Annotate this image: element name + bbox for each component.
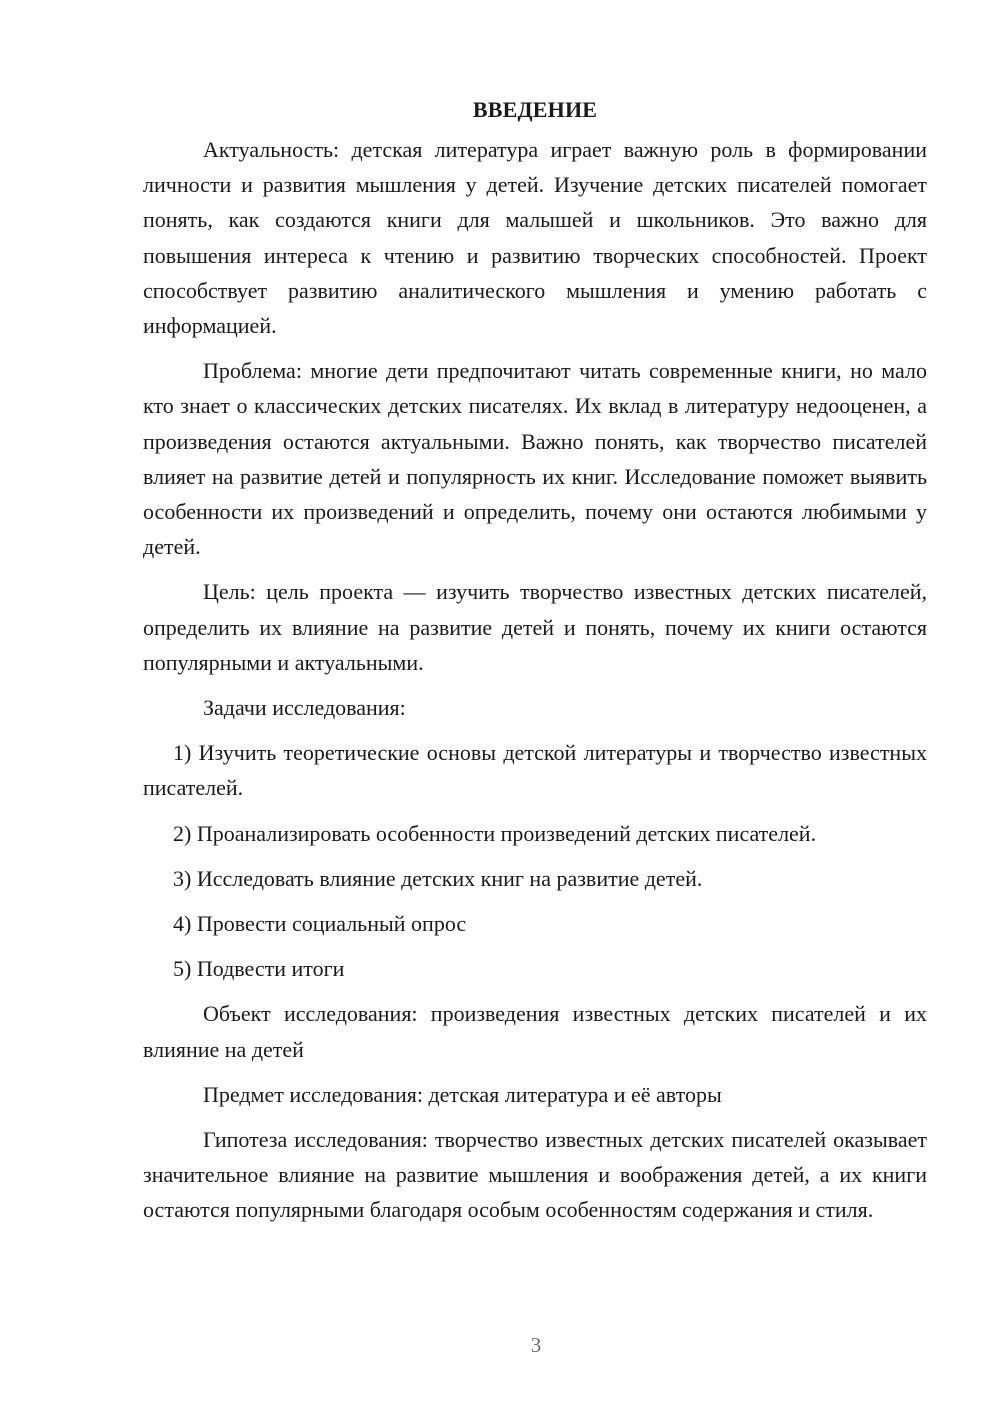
relevance-paragraph: Актуальность: детская литература играет важную роль в формировании личности и развития мышления у детей. Изучение детских писателей помогает понять, как создаются книги для малышей и школьников. Это важно для повышения интереса к чтению и развитию творческих способностей. Проект способствует развитию аналитического мышления и умению работать с информацией.	[143, 137, 927, 339]
object-paragraph: Объект исследования: произведения известных детских писателей и их влияние на детей	[143, 1001, 927, 1062]
task-item-2: 2) Проанализировать особенности произведений детских писателей.	[173, 820, 817, 846]
goal-paragraph: Цель: цель проекта — изучить творчество известных детских писателей, определить их влияние на развитие детей и понять, почему их книги остаются популярными и актуальными.	[143, 579, 927, 675]
task-item-4: 4) Провести социальный опрос	[173, 911, 467, 937]
problem-paragraph: Проблема: многие дети предпочитают читать современные книги, но мало кто знает о классических детских писателях. Их вклад в литературу недооценен, а произведения остаются актуальными. Важно понять, как творчество писателей влияет на развитие детей и популярность их книг. Исследование поможет выявить особенности их произведений и определить, почему они остаются любимыми у детей.	[143, 358, 927, 560]
task-item-5: 5) Подвести итоги	[173, 956, 345, 982]
tasks-heading: Задачи исследования:	[203, 695, 406, 721]
task-item-3: 3) Исследовать влияние детских книг на развитие детей.	[173, 865, 703, 891]
document-page	[143, 92, 927, 1228]
page-title: ВВЕДЕНИЕ	[472, 97, 598, 122]
subject-paragraph: Предмет исследования: детская литература и её авторы	[203, 1081, 722, 1107]
page-number: 3	[530, 1333, 542, 1357]
task-item-1: 1) Изучить теоретические основы детской литературы и творчество известных писателей.	[143, 740, 927, 801]
hypothesis-paragraph: Гипотеза исследования: творчество известных детских писателей оказывает значительное влияние на развитие мышления и воображения детей, а их книги остаются популярными благодаря особым особенностям содержания и стиля.	[143, 1127, 927, 1223]
